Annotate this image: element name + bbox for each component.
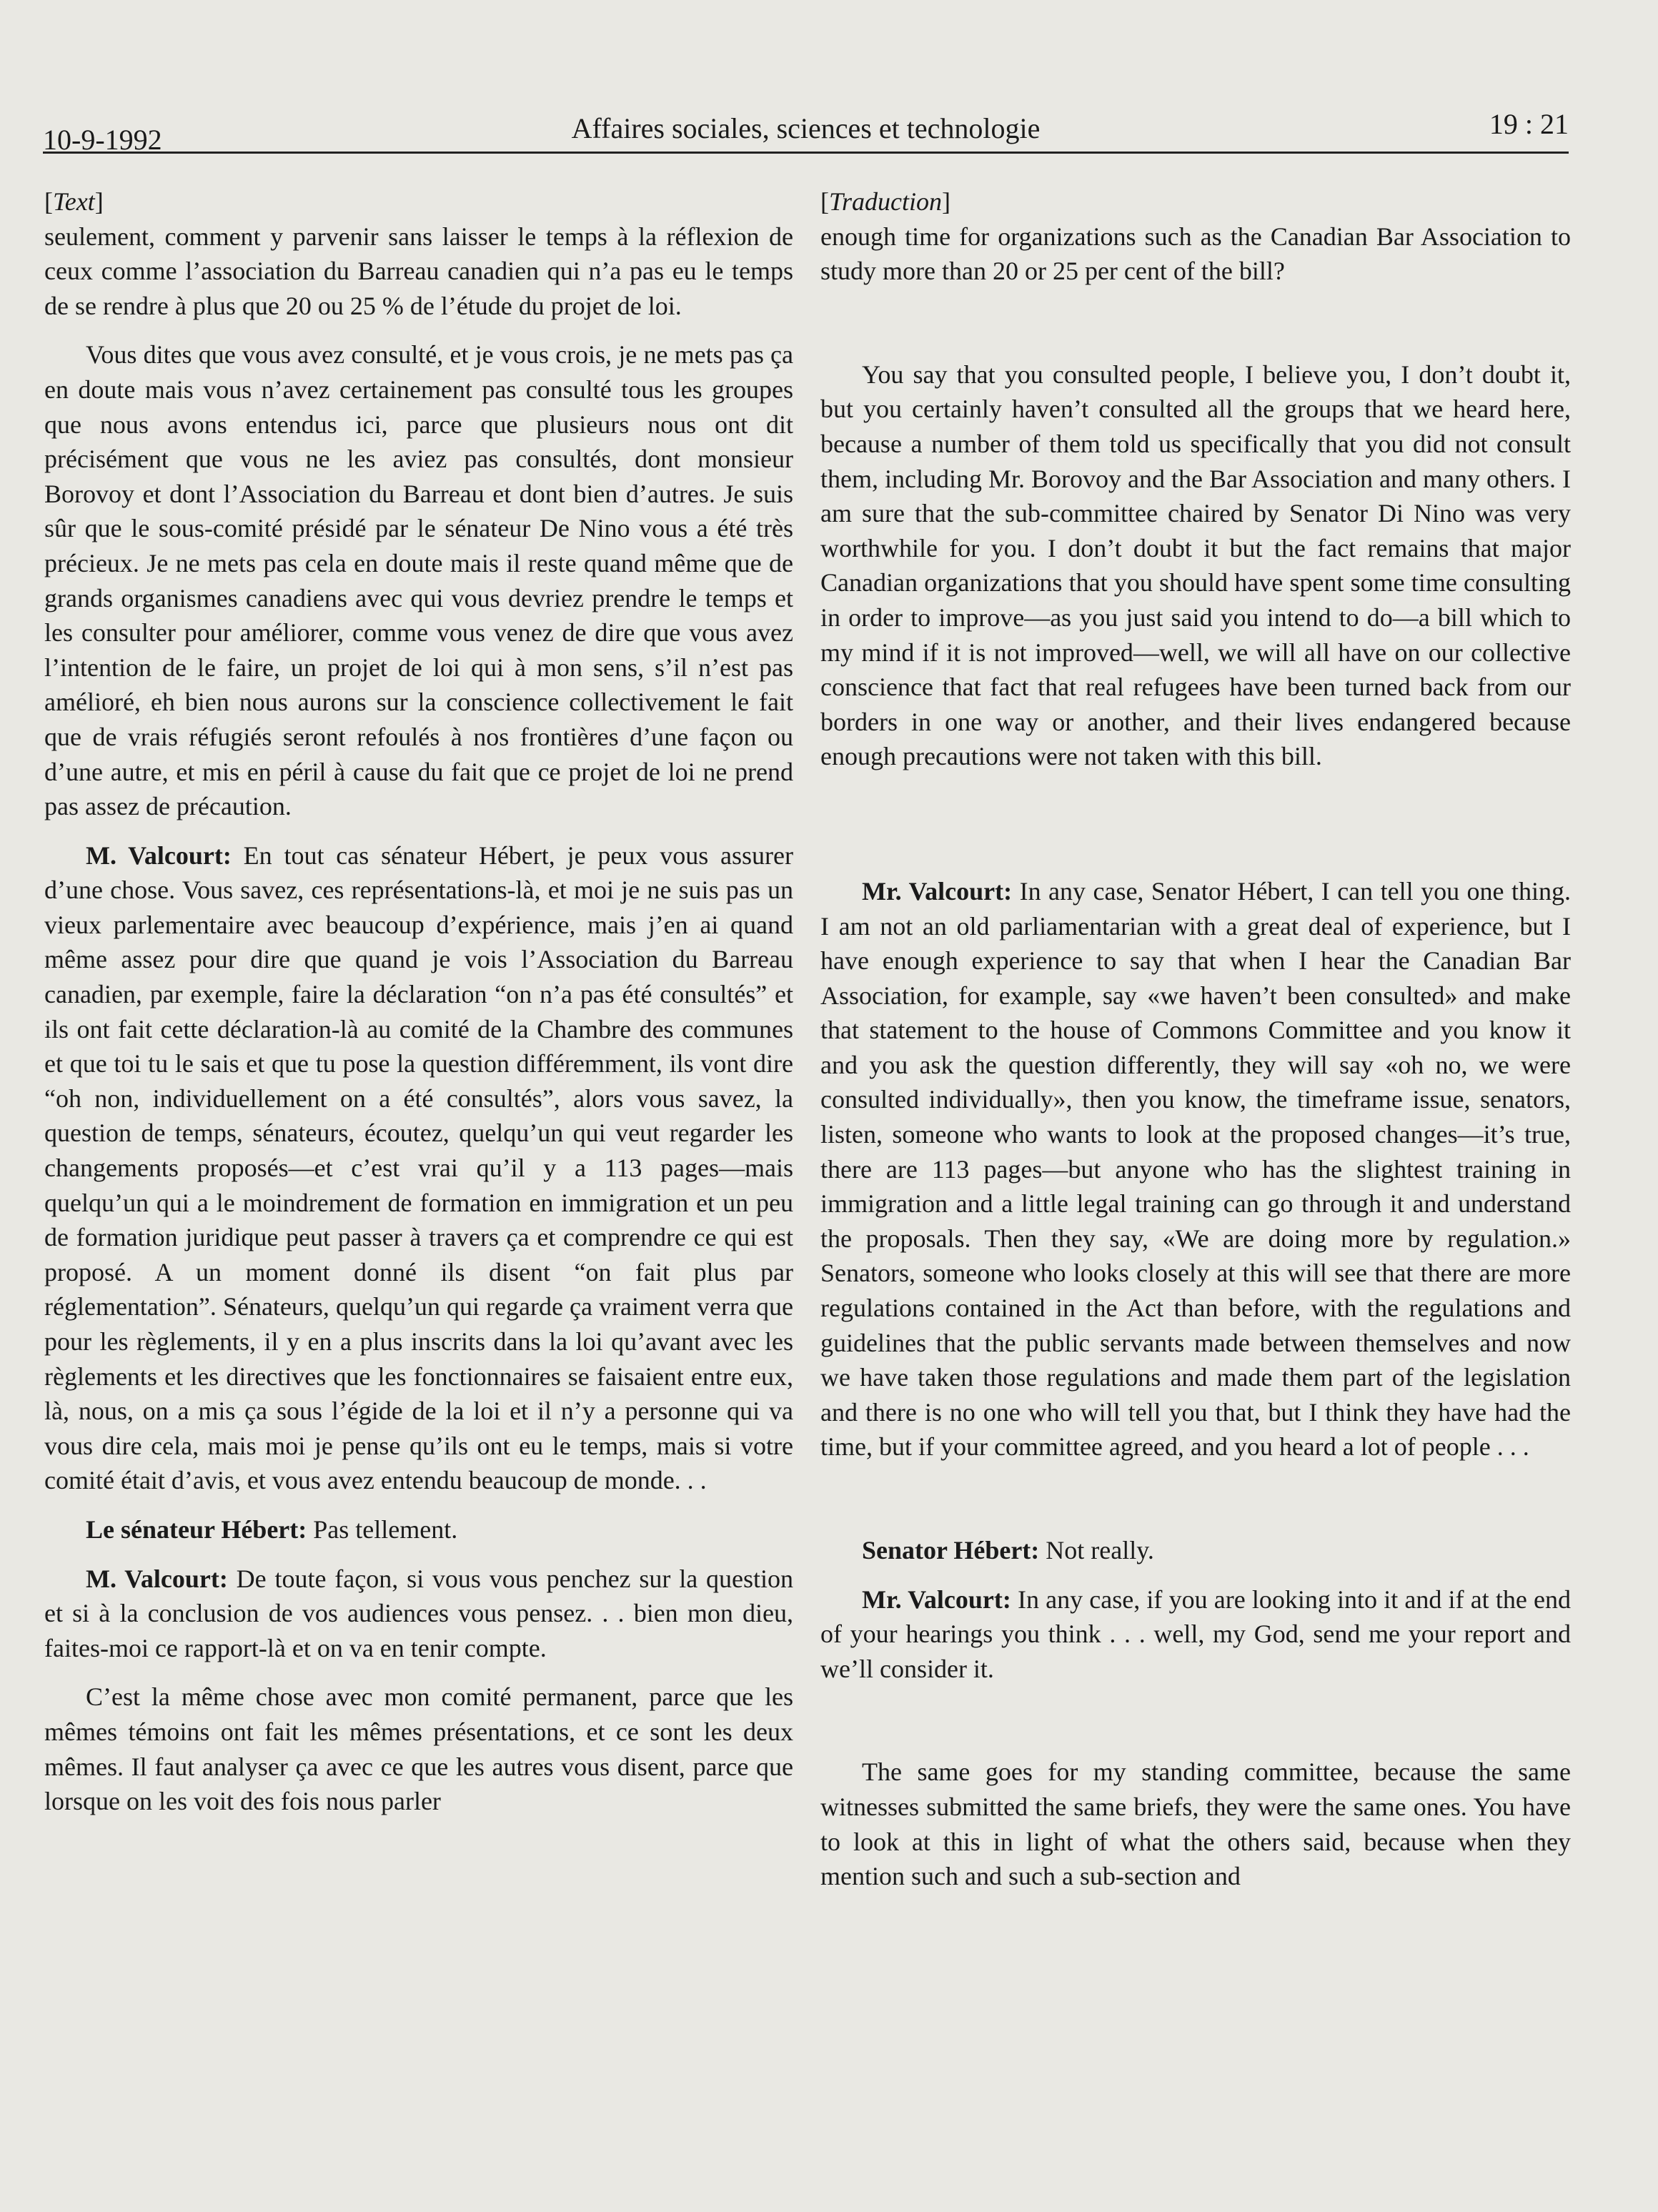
header-title: Affaires sociales, sciences et technologie (571, 112, 1041, 144)
left-paragraph: seulement, comment y parvenir sans laisser le temps à la réflexion de ceux comme l’association du Barreau canadien qui n’a pas eu le temps de se rendre à plus que 20 ou 25 % de l’étude du projet de loi. (44, 222, 793, 320)
header-rule (43, 152, 1569, 154)
right-paragraph: You say that you consulted people, I believe you, I don’t doubt it, but you certainly haven’t consulted all the groups that we heard here, because a number of them told us specifically that you did not consult them, including Mr. Borovoy and the Bar Association and many others. I am sure that the sub-committee chaired by Senator Di Nino was very worthwhile for you. I don’t doubt it but the fact remains that major Canadian organizations that you should have spent some time consulting in order to improve—as you just said you intend to do—a bill which to my mind if it is not improved—well, we will all have on our collective conscience that fact that real refugees have been turned back from our borders in one way or another, and their lives endangered because enough precautions were not taken with this bill. (820, 359, 1571, 771)
right-paragraph: Senator Hébert: Not really. (862, 1536, 1154, 1564)
left-paragraph: M. Valcourt: De toute façon, si vous vous penchez sur la question et si à la conclusion de vos audiences vous pensez. . . bien mon dieu, faites-moi ce rapport-là et on va en tenir compte. (44, 1564, 794, 1662)
right-column-tag: [Traduction] (820, 187, 951, 216)
left-paragraph: C’est la même chose avec mon comité permanent, parce que les mêmes témoins ont fait les mêmes présentations, et ce sont les deux mêmes. Il faut analyser ça avec ce que les autres vous disent, parce que lorsque on les voit des fois nous parler (44, 1682, 793, 1816)
left-column-tag: [Text] (44, 187, 104, 216)
header-date: 10-9-1992 (43, 124, 162, 156)
header-page-number: 19 : 21 (1489, 108, 1569, 140)
right-paragraph: enough time for organizations such as the Canadian Bar Association to study more than 20 or 25 per cent of the bill? (820, 222, 1571, 286)
speaker-name: Mr. Valcourt: (862, 1584, 1011, 1614)
speaker-name: Mr. Valcourt: (862, 876, 1013, 906)
speaker-name: Senator Hébert: (862, 1536, 1040, 1564)
left-paragraph: M. Valcourt: En tout cas sénateur Hébert, je peux vous assurer d’une chose. Vous savez, ces représentations-là, et moi je ne suis pas un vieux parlementaire avec beaucoup d’expérience, mais j’en ai quand même assez pour dire que quand je vois l’Association du Barreau canadien, par exemple, faire la déclaration “on n’a pas été consultés” et ils ont fait cette déclaration-là au comité de la Chambre des communes et que toi tu le sais et que tu pose la question différemment, ils vont dire “oh non, individuellement on a été consultés”, alors vous savez, la question de temps, sénateurs, écoutez, quelqu’un qui veut regarder les changements proposés—et c’est vrai qu’il y a 113 pages—mais quelqu’un qui a le moindrement de formation en immigration et un peu de formation juridique peut passer à travers ça et comprendre ce qui est proposé. A un moment donné ils disent “on fait plus par réglementation”. Sénateurs, quelqu’un qui regarde ça vraiment verra que pour les règlements, il y en a plus inscrits dans la loi qu’avant avec les règlements et les directives que les fonctionnaires se faisaient entre eux, là, nous, on a mis ça sous l’égide de la loi et il n’y a personne qui va vous dire cela, mais moi je pense qu’ils ont eu le temps, mais si votre comité était d’avis, et vous avez entendu beaucoup de monde. . . (44, 840, 794, 1495)
right-column (820, 184, 1571, 1894)
right-paragraph: Mr. Valcourt: In any case, Senator Hébert, I can tell you one thing. I am not an old parliamentarian with a great deal of experience, but I have enough experience to say that when I hear the Canadian Bar Association, for example, say «we haven’t been consulted» and make that statement to the house of Commons Committee and you know it and you ask the question differently, they will say «oh no, we were consulted individually», then you know, the timeframe issue, senators, listen, someone who wants to look at the proposed changes—it’s true, there are 113 pages—but anyone who has the slightest training in immigration and a little legal training can go through it and understand the proposals. Then they say, «We are doing more by regulation.» Senators, someone who looks closely at this will see that there are more regulations contained in the Act than before, with the regulations and guidelines that the public servants made between themselves and now we have taken those regulations and made them part of the legislation and there is no one who will tell you that, but I think they have had the time, but if your committee agreed, and you heard a lot of people . . . (820, 876, 1571, 1462)
right-paragraph: Mr. Valcourt: In any case, if you are looking into it and if at the end of your hearings you think . . . well, my God, send me your report and we’ll consider it. (820, 1584, 1571, 1683)
left-paragraph: Le sénateur Hébert: Pas tellement. (86, 1514, 458, 1544)
left-column (44, 184, 793, 1819)
speaker-name: Le sénateur Hébert: (86, 1514, 307, 1544)
left-paragraph: Vous dites que vous avez consulté, et je vous crois, je ne mets pas ça en doute mais vous n’avez certainement pas consulté tous les groupes que nous avons entendus ici, parce que plusieurs nous ont dit précisément que vous ne les aviez pas consultés, dont monsieur Borovoy et dont l’Association du Barreau et dont bien d’autres. Je suis sûr que le sous-comité présidé par le sénateur De Nino vous a été très précieux. Je ne mets pas cela en doute mais il reste quand même que de grands organismes canadiens avec qui vous devriez prendre le temps et les consulter pour améliorer, comme vous venez de dire que vous avez l’intention de le faire, un projet de loi qui à mon sens, s’il n’est pas amélioré, eh bien nous aurons sur la conscience collectivement le fait que de vrais réfugiés seront refoulés à nos frontières d’une façon ou d’une autre, et mis en péril à cause du fait que ce projet de loi ne prend pas assez de précaution. (44, 340, 793, 821)
right-paragraph: The same goes for my standing committee, because the same witnesses submitted the same briefs, they were the same ones. You have to look at this in light of what the others said, because when they mention such and such a sub-section and (820, 1757, 1571, 1891)
speaker-name: M. Valcourt: (86, 840, 232, 870)
speaker-name: M. Valcourt: (86, 1564, 228, 1593)
page-header (43, 101, 1569, 156)
